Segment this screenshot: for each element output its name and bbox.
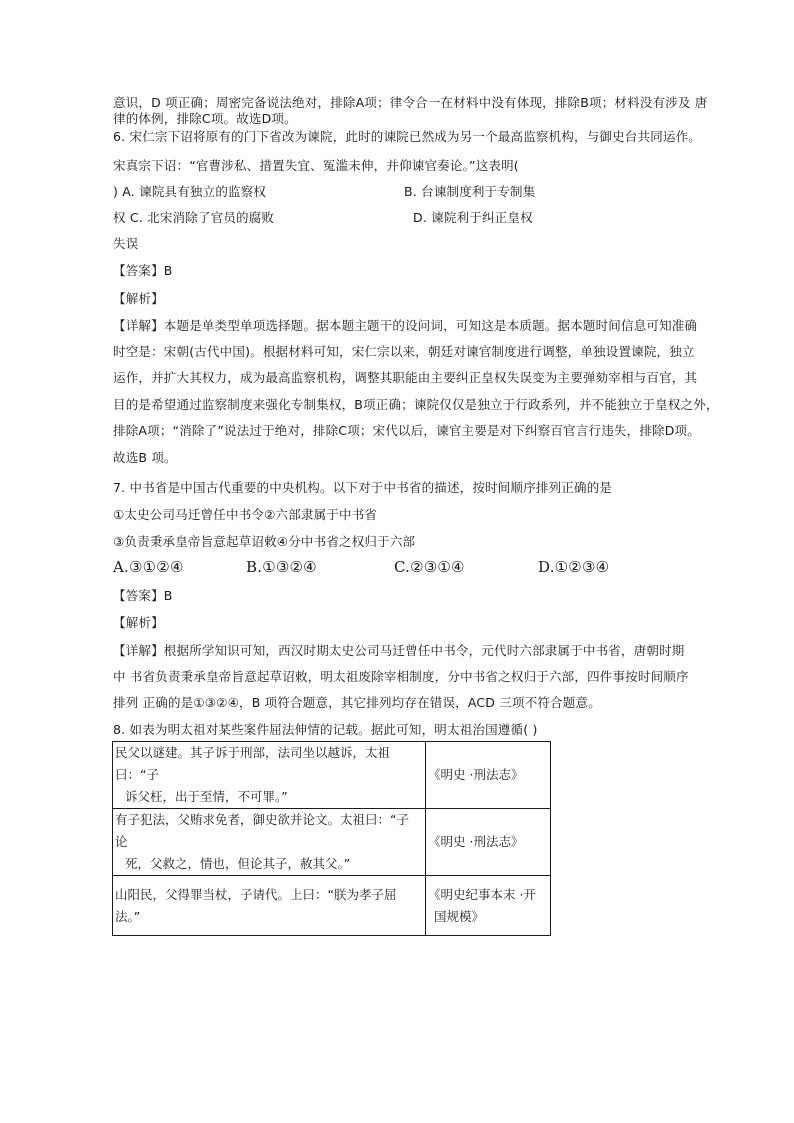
explanation-line: 中 书省负责秉承皇帝旨意起草诏敕，明太祖废除宰相制度，分中书省之权归于六部，四件事按时间顺序 <box>113 669 689 684</box>
question-8-stem: 8. 如表为明太祖对某些案件屈法伸情的记载。据此可知，明太祖治国遵循( ) <box>113 722 538 737</box>
option-a: A.③①②④ <box>113 558 184 576</box>
answer-label: 【答案】B <box>113 588 173 603</box>
explanation-line: 【详解】本题是单类型单项选择题。据本题主题干的设问词，可知这是本质题。据本题时间信息可知准确 <box>113 318 698 333</box>
option-d: D. 谏院利于纠正皇权 <box>413 210 533 225</box>
option-b: B.①③②④ <box>246 558 317 576</box>
explanation-line: 时空是：宋朝(古代中国)。根据材料可知，宋仁宗以来，朝廷对谏官制度进行调整，单独设置谏院，独立 <box>113 344 695 359</box>
question-7-stem: 7. 中书省是中国古代重要的中央机构。以下对于中书省的描述，按时间顺序排列正确的是 <box>113 480 613 495</box>
analysis-label: 【解析】 <box>113 291 164 306</box>
text-line: 失误 <box>113 236 139 251</box>
table-row <box>113 876 551 936</box>
explanation-line: 【详解】根据所学知识可知，西汉时期太史公司马迁曾任中书令，元代时六部隶属于中书省，唐朝时期 <box>113 643 685 658</box>
question-6-stem: 6. 宋仁宗下诏将原有的门下省改为谏院，此时的谏院已然成为另一个最高监察机构，与御史台共同运作。 <box>113 129 702 144</box>
table-row <box>113 809 551 876</box>
explanation-line: 目的是希望通过监察制度来强化专制集权，B项正确；谏院仅仅是独立于行政系列，并不能独立于皇权之外， <box>113 397 719 412</box>
table-cell <box>426 809 551 876</box>
cell-text: 有子犯法，父贿求免者，御史欲并论文。太祖曰：“子论 <box>115 812 409 849</box>
analysis-label: 【解析】 <box>113 615 164 630</box>
answer-label: 【答案】B <box>113 263 173 278</box>
cell-text: 死，父救之，情也，但论其子，赦其父。” <box>125 856 351 871</box>
source-text: 《明史 ·刑法志》 <box>428 767 524 782</box>
table-cell <box>113 742 426 809</box>
explanation-line: 运作，并扩大其权力，成为最高监察机构，调整其职能由主要纠正皇权失误变为主要弹劾宰相与百官，其 <box>113 370 698 385</box>
option-a: ) A. 谏院具有独立的监察权 <box>113 184 267 199</box>
explanation-line: 故选B 项。 <box>113 450 177 465</box>
table-cell <box>113 876 426 936</box>
cell-text: 民父以谜建。其子诉于刑部，法司坐以越诉，太祖曰：“子 <box>115 745 391 782</box>
question-7-item: ①太史公司马迁曾任中书令②六部隶属于中书省 <box>113 507 378 522</box>
question-6-material: 宋真宗下诏：“官曹涉私、措置失宜、冤滥未伸，并仰谏官奏论。”这表明( <box>113 158 519 173</box>
cell-text: 山阳民，父得罪当杖，子请代。上曰：“朕为孝子屈法。” <box>115 886 397 924</box>
explanation-line: 排除A项；“消除了”说法过于绝对，排除C项；宋代以后，谏官主要是对下纠察百官言行违失，排除D项。 <box>113 423 700 438</box>
explanation-line: 排列 正确的是①③②④，B 项符合题意，其它排列均存在错误，ACD 三项不符合题意。 <box>113 695 601 710</box>
table-cell <box>113 809 426 876</box>
cell-text: 诉父枉，出于至情，不可罪。” <box>125 789 288 804</box>
option-b: B. 台谏制度利于专制集 <box>404 184 536 199</box>
source-text: 《明史纪事本末 ·开 <box>428 886 536 902</box>
table-row <box>113 742 551 809</box>
text-line: 意识，D 项正确；周密完备说法绝对，排除A项；律令合一在材料中没有体现，排除B项；材料没有涉及 唐 <box>113 95 708 110</box>
question-7-item: ③负责秉承皇帝旨意起草诏敕④分中书省之权归于六部 <box>113 534 416 549</box>
text-line: 律的体例，排除C项。故选D项。 <box>113 111 297 126</box>
table-cell <box>426 742 551 809</box>
option-c: 权 C. 北宋消除了官员的腐败 <box>113 210 275 225</box>
source-text: 《明史 ·刑法志》 <box>428 834 524 849</box>
option-c: C.②③①④ <box>394 558 465 576</box>
option-d: D.①②③④ <box>538 558 610 576</box>
table-cell <box>426 876 551 936</box>
case-table <box>112 741 551 936</box>
source-text: 国规模》 <box>434 908 485 924</box>
